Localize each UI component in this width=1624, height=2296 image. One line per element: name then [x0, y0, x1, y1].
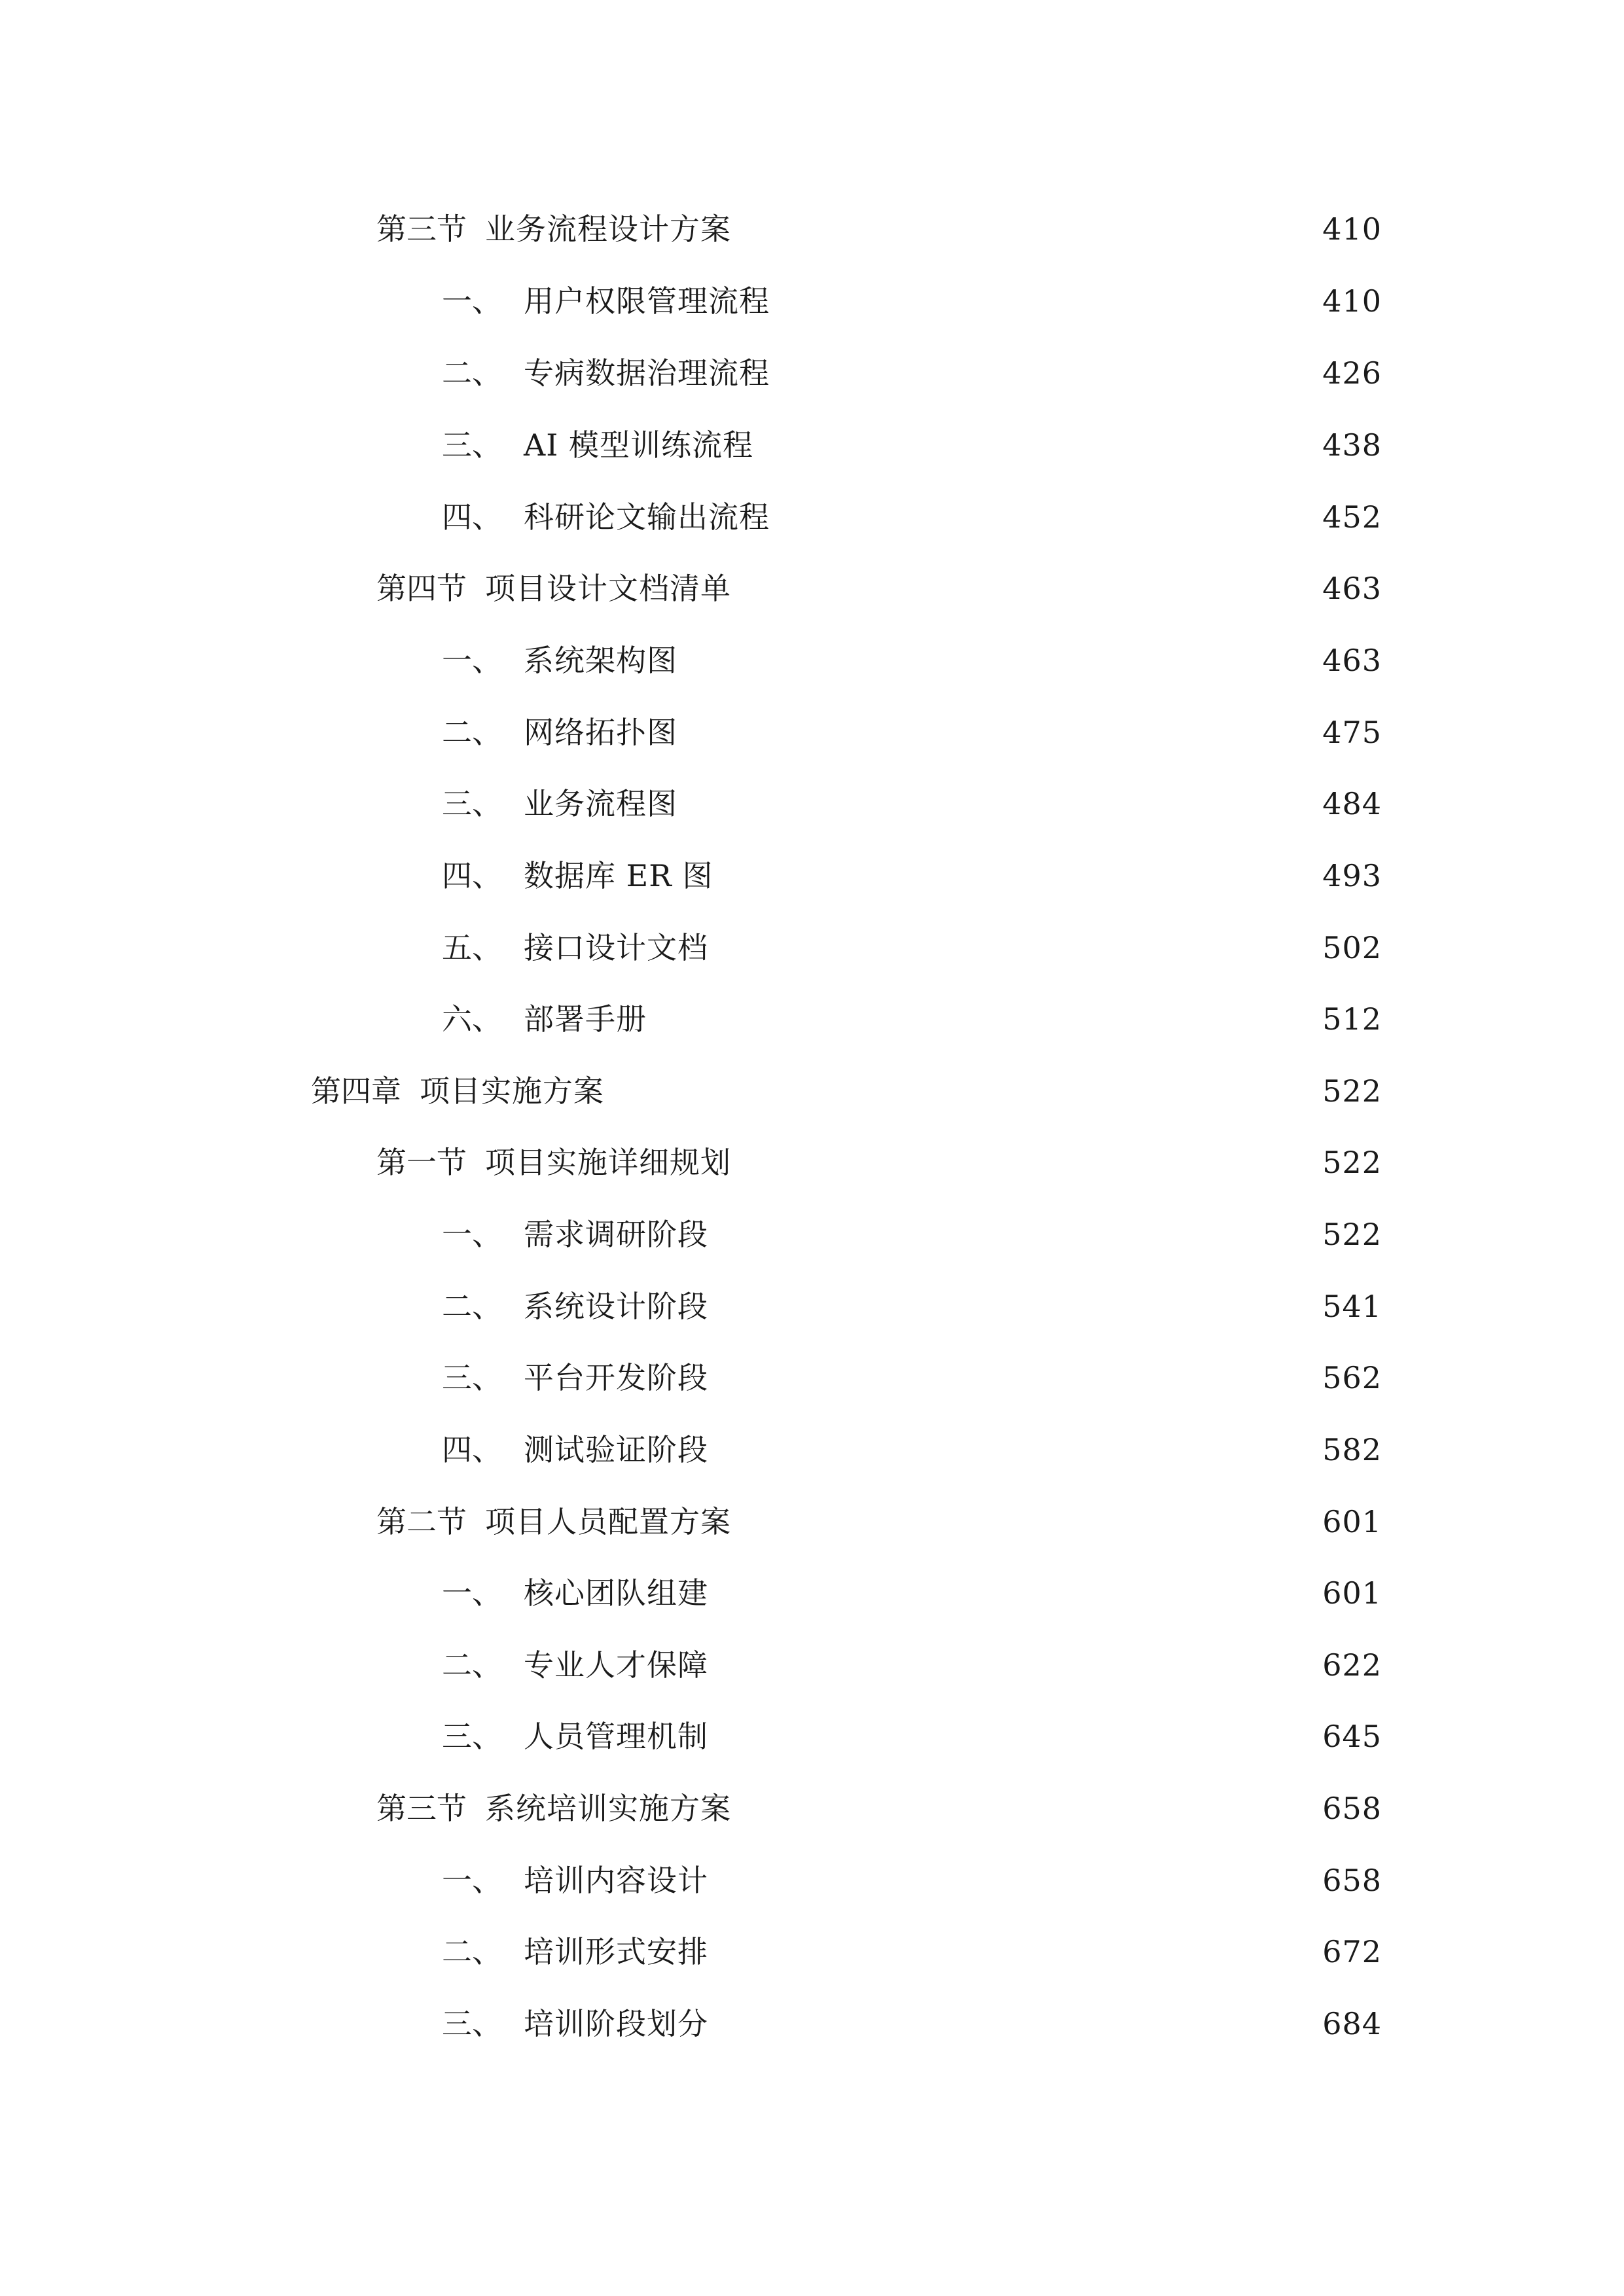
toc-entry-title: 项目实施方案 — [420, 1073, 604, 1109]
toc-entry-page: 582 — [1322, 1432, 1382, 1467]
toc-entry[interactable] — [442, 1639, 1382, 1691]
toc-entry-title: 网络拓扑图 — [524, 715, 677, 750]
toc-entry-page: 493 — [1322, 858, 1382, 893]
toc-entry-number: 三、 — [442, 2006, 502, 2041]
toc-entry-number: 一、 — [442, 283, 502, 319]
toc-entry-title: 业务流程图 — [524, 786, 677, 821]
toc-entry-page: 410 — [1322, 283, 1382, 319]
toc-entry-title: 专业人才保障 — [524, 1647, 708, 1683]
toc-entry-number: 二、 — [442, 355, 502, 391]
toc-entry-number: 三、 — [442, 786, 502, 821]
toc-entry-title: 科研论文输出流程 — [524, 499, 770, 535]
toc-entry-page: 410 — [1322, 211, 1382, 247]
toc-entry-number: 一、 — [442, 1863, 502, 1898]
toc-dot-leader — [715, 1291, 1313, 1321]
toc-entry-page: 522 — [1322, 1073, 1382, 1109]
toc-entry[interactable] — [442, 1926, 1382, 1978]
toc-entry[interactable] — [442, 275, 1382, 327]
toc-dot-leader — [738, 573, 1313, 603]
toc-entry-page: 475 — [1322, 715, 1382, 750]
toc-entry-page: 541 — [1322, 1289, 1382, 1324]
toc-entry-page: 658 — [1322, 1791, 1382, 1826]
toc-dot-leader — [715, 2009, 1313, 2039]
toc-entry-page: 452 — [1322, 499, 1382, 535]
toc-dot-leader — [653, 1004, 1313, 1034]
toc-entry-number: 二、 — [442, 715, 502, 750]
toc-entry-number: 第四章 — [311, 1073, 401, 1109]
toc-entry-title: 人员管理机制 — [524, 1719, 708, 1754]
toc-entry-number: 四、 — [442, 858, 502, 893]
toc-entry-number: 三、 — [442, 427, 502, 463]
toc-entry-number: 一、 — [442, 1575, 502, 1611]
toc-entry-page: 426 — [1322, 355, 1382, 391]
toc-entry-page: 502 — [1322, 930, 1382, 965]
toc-entry-number: 第三节 — [376, 211, 467, 247]
toc-entry[interactable] — [442, 1424, 1382, 1476]
toc-entry-title: 培训阶段划分 — [524, 2006, 708, 2041]
toc-entry-page: 645 — [1322, 1719, 1382, 1754]
toc-entry[interactable] — [442, 1854, 1382, 1907]
toc-entry-page: 463 — [1322, 571, 1382, 606]
toc-entry-number: 第二节 — [376, 1504, 467, 1539]
toc-dot-leader — [715, 933, 1313, 963]
toc-entry-number: 第三节 — [376, 1791, 467, 1826]
toc-entry-number: 二、 — [442, 1647, 502, 1683]
toc-entry[interactable] — [442, 993, 1382, 1045]
toc-entry-title: 数据库 ER 图 — [524, 858, 713, 893]
toc-entry-number: 三、 — [442, 1360, 502, 1395]
toc-dot-leader — [715, 1721, 1313, 1751]
toc-entry-title: 专病数据治理流程 — [524, 355, 770, 391]
toc-entry[interactable] — [442, 1280, 1382, 1333]
toc-entry-title: 项目人员配置方案 — [485, 1504, 731, 1539]
toc-entry-page: 601 — [1322, 1575, 1382, 1611]
toc-dot-leader — [715, 1650, 1313, 1680]
toc-entry[interactable] — [442, 922, 1382, 974]
toc-dot-leader — [715, 1219, 1313, 1249]
toc-entry-title: 业务流程设计方案 — [485, 211, 731, 247]
toc-entry-title: 培训内容设计 — [524, 1863, 708, 1898]
toc-dot-leader — [776, 502, 1313, 532]
toc-entry-number: 一、 — [442, 643, 502, 678]
toc-dot-leader — [738, 214, 1313, 244]
toc-dot-leader — [715, 1363, 1313, 1393]
toc-dot-leader — [715, 1578, 1313, 1608]
toc-dot-leader — [719, 861, 1313, 891]
toc-entry-title: 项目设计文档清单 — [485, 571, 731, 606]
toc-dot-leader — [738, 1793, 1313, 1823]
toc-entry-page: 522 — [1322, 1217, 1382, 1252]
toc-entry-title: 平台开发阶段 — [524, 1360, 708, 1395]
toc-dot-leader — [776, 286, 1313, 316]
toc-entry[interactable] — [376, 562, 1382, 615]
toc-entry-page: 463 — [1322, 643, 1382, 678]
toc-entry-number: 四、 — [442, 499, 502, 535]
toc-entry[interactable] — [442, 1352, 1382, 1404]
toc-entry-title: 系统设计阶段 — [524, 1289, 708, 1324]
toc-dot-leader — [715, 1865, 1313, 1895]
toc-entry-number: 三、 — [442, 1719, 502, 1754]
toc-entry[interactable] — [376, 1136, 1382, 1189]
toc-entry[interactable] — [376, 203, 1382, 255]
toc-dot-leader — [715, 1435, 1313, 1465]
toc-entry[interactable] — [442, 634, 1382, 687]
toc-dot-leader — [684, 717, 1313, 747]
toc-entry[interactable] — [442, 491, 1382, 543]
toc-entry-number: 二、 — [442, 1934, 502, 1969]
toc-entry-title: 需求调研阶段 — [524, 1217, 708, 1252]
toc-entry-number: 第四节 — [376, 571, 467, 606]
toc-entry-page: 684 — [1322, 2006, 1382, 2041]
toc-entry[interactable] — [442, 1710, 1382, 1763]
toc-dot-leader — [684, 789, 1313, 819]
toc-entry-title: 培训形式安排 — [524, 1934, 708, 1969]
toc-entry-number: 二、 — [442, 1289, 502, 1324]
toc-dot-leader — [738, 1147, 1313, 1177]
toc-entry[interactable] — [442, 1998, 1382, 2050]
toc-dot-leader — [611, 1076, 1313, 1106]
toc-entry-page: 484 — [1322, 786, 1382, 821]
toc-dot-leader — [684, 645, 1313, 675]
toc-entry-number: 一、 — [442, 1217, 502, 1252]
toc-entry-number: 五、 — [442, 930, 502, 965]
toc-entry-page: 672 — [1322, 1934, 1382, 1969]
toc-entry-number: 四、 — [442, 1432, 502, 1467]
toc-entry-page: 658 — [1322, 1863, 1382, 1898]
toc-entry[interactable] — [442, 1208, 1382, 1261]
toc-entry-title: 系统架构图 — [524, 643, 677, 678]
toc-entry[interactable] — [442, 706, 1382, 759]
toc-entry[interactable] — [376, 1496, 1382, 1548]
toc-entry-title: 用户权限管理流程 — [524, 283, 770, 319]
toc-entry-page: 601 — [1322, 1504, 1382, 1539]
toc-entry-page: 522 — [1322, 1145, 1382, 1180]
toc-entry-title: 系统培训实施方案 — [485, 1791, 731, 1826]
toc-entry-page: 512 — [1322, 1001, 1382, 1037]
toc-entry-title: AI 模型训练流程 — [524, 427, 754, 463]
toc-entry-title: 测试验证阶段 — [524, 1432, 708, 1467]
toc-dot-leader — [760, 430, 1313, 460]
toc-entry-title: 核心团队组建 — [524, 1575, 708, 1611]
toc-entry[interactable] — [376, 1782, 1382, 1835]
toc-entry[interactable] — [442, 850, 1382, 902]
toc-dot-leader — [738, 1507, 1313, 1537]
toc-entry[interactable] — [442, 347, 1382, 399]
toc-entry-number: 第一节 — [376, 1145, 467, 1180]
toc-entry[interactable] — [442, 778, 1382, 830]
toc-entry-title: 部署手册 — [524, 1001, 647, 1037]
toc-entry-page: 622 — [1322, 1647, 1382, 1683]
toc-entry[interactable] — [311, 1065, 1382, 1117]
toc-entry-number: 六、 — [442, 1001, 502, 1037]
toc-entry-title: 项目实施详细规划 — [485, 1145, 731, 1180]
toc-entry-page: 438 — [1322, 427, 1382, 463]
toc-entry-page: 562 — [1322, 1360, 1382, 1395]
toc-entry[interactable] — [442, 1567, 1382, 1619]
toc-entry[interactable] — [442, 419, 1382, 471]
toc-dot-leader — [715, 1937, 1313, 1967]
toc-entry-title: 接口设计文档 — [524, 930, 708, 965]
toc-dot-leader — [776, 358, 1313, 388]
